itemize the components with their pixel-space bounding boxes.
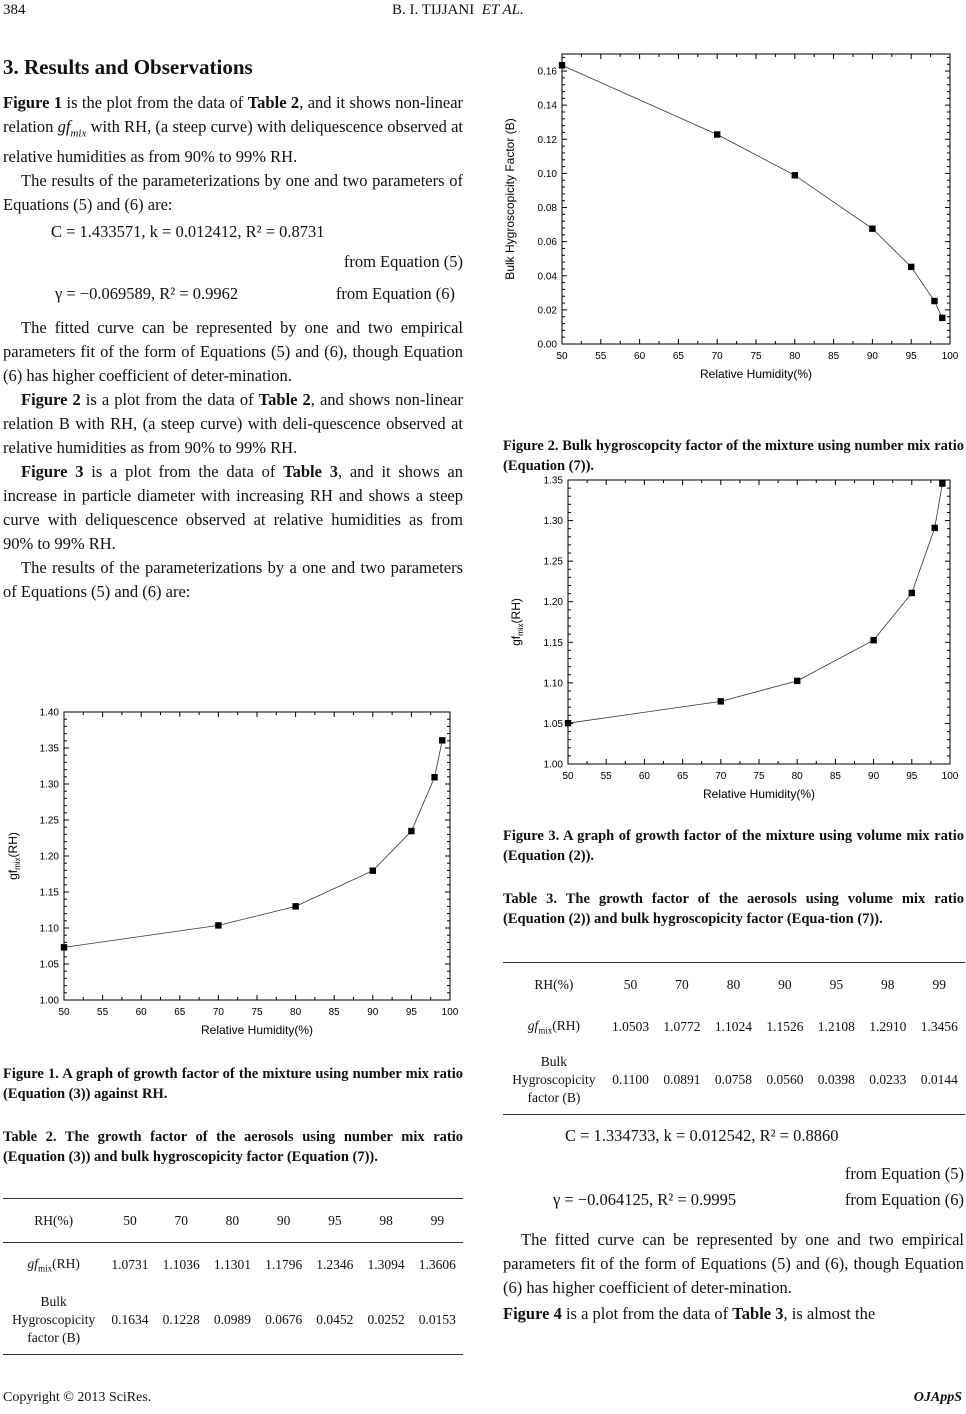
equation-source: from Equation (5) <box>844 1164 964 1183</box>
x-tick-label: 85 <box>829 771 841 782</box>
x-tick-label: 60 <box>638 771 650 782</box>
data-point <box>215 922 221 928</box>
y-axis-label-tail: (RH) <box>6 832 20 858</box>
y-tick-label: 0.06 <box>537 237 557 249</box>
plot-frame <box>562 54 950 344</box>
table-cell: 1.2910 <box>869 1018 907 1034</box>
section-title: 3. Results and Observations <box>3 55 253 79</box>
plot-frame <box>568 480 950 764</box>
table-cell: 1.3094 <box>360 1243 411 1287</box>
y-axis-label-tail: (RH) <box>509 598 523 624</box>
table-3 <box>503 962 965 1115</box>
table-cell: 1.1526 <box>766 1018 804 1034</box>
paragraph: The results of the parameterizations by a one and two parameters of Equations (5) and (6) are: <box>3 558 463 602</box>
data-point <box>870 637 876 643</box>
y-tick-label: 1.40 <box>39 707 59 719</box>
x-tick-label: 55 <box>97 1007 109 1018</box>
table-cell: 98 <box>360 1199 411 1243</box>
x-tick-label: 65 <box>174 1007 186 1018</box>
data-point <box>792 172 798 178</box>
y-axis-label <box>509 598 525 646</box>
table-row <box>3 1199 463 1243</box>
row-header-rh: RH(%) <box>503 963 605 1007</box>
table-cell: 50 <box>104 1199 155 1243</box>
table-row <box>3 1287 463 1355</box>
data-point <box>908 264 914 270</box>
y-tick-label: 0.12 <box>537 134 557 146</box>
data-point <box>431 774 437 780</box>
y-tick-label: 1.20 <box>39 851 59 863</box>
y-axis-label-subscript: mix <box>13 857 22 870</box>
y-axis-label-main: Bulk Hygroscopicity Factor (B) <box>503 118 517 280</box>
series-line <box>568 484 942 724</box>
series-line <box>64 740 442 947</box>
paragraph: The fitted curve can be represented by one and two empirical parameters fit of the form of Equations (5) and (6), though Equation (6) has higher coefficient of deter-mination. <box>3 318 463 386</box>
y-tick-label: 1.15 <box>39 887 59 899</box>
x-tick-label: 75 <box>251 1007 263 1018</box>
x-tick-label: 100 <box>941 771 959 782</box>
x-tick-label: 85 <box>328 1007 340 1018</box>
table-cell: 0.0252 <box>360 1287 411 1355</box>
x-tick-label: 50 <box>58 1007 70 1018</box>
y-tick-label: 0.02 <box>537 305 557 317</box>
data-point <box>439 737 445 743</box>
table-cell: 1.0772 <box>663 1018 701 1034</box>
y-tick-label: 1.05 <box>543 718 563 730</box>
y-tick-label: 1.00 <box>543 759 563 771</box>
paragraph: Figure 3 is a plot from the data of Table 3, and it shows an increase in particle diameter with increasing RH and shows a steep curve with deliquescence observed at relative humidities as from 90% to 99% RH. <box>3 462 463 554</box>
table-cell: 0.1100 <box>605 1047 656 1115</box>
table-cell: 0.1634 <box>104 1287 155 1355</box>
data-point <box>408 828 414 834</box>
data-point <box>370 867 376 873</box>
table-cell: 90 <box>258 1199 309 1243</box>
table-3-caption: Table 3. The growth factor of the aerosols using volume mix ratio (Equation (2)) and bulk hygroscopicity factor (Equa-tion (7)). <box>503 891 964 927</box>
y-axis-label-main: gf <box>6 869 20 880</box>
table-cell: 50 <box>605 963 656 1007</box>
figure-3-caption: Figure 3. A graph of growth factor of the mixture using volume mix ratio (Equation (2)). <box>503 828 964 864</box>
paragraph: Figure 4 is a plot from the data of Table 3, is almost the <box>503 1304 876 1323</box>
y-tick-label: 1.15 <box>543 637 563 649</box>
table-cell: 1.2108 <box>817 1018 855 1034</box>
running-header-authors: B. I. TIJJANI <box>392 2 475 18</box>
paragraph: The fitted curve can be represented by one and two empirical parameters fit of the form of Equations (5) and (6), though Equation (6) has higher coefficient of deter-mination. <box>503 1230 964 1297</box>
table-cell: 1.1796 <box>258 1243 309 1287</box>
series-line <box>562 65 942 318</box>
equation: γ = −0.069589, R² = 0.9962 <box>55 284 239 304</box>
table-row <box>3 1243 463 1287</box>
x-tick-label: 100 <box>441 1007 459 1018</box>
y-tick-label: 1.20 <box>543 597 563 609</box>
x-tick-label: 95 <box>405 1007 417 1018</box>
y-tick-label: 1.00 <box>39 995 59 1007</box>
x-tick-label: 50 <box>556 351 568 362</box>
equation-source: from Equation (6) <box>335 284 455 304</box>
y-tick-label: 0.14 <box>537 100 557 112</box>
equation: C = 1.433571, k = 0.012412, R² = 0.8731 <box>51 222 325 242</box>
table-cell: 0.0676 <box>258 1287 309 1355</box>
data-point <box>714 131 720 137</box>
running-header-et-al: ET AL. <box>481 2 524 18</box>
x-tick-label: 100 <box>941 351 959 362</box>
table-cell: 1.1024 <box>714 1018 752 1034</box>
equation: γ = −0.064125, R² = 0.9995 <box>553 1190 737 1209</box>
footer-journal: OJAppS <box>913 1390 962 1405</box>
table-cell: 0.0398 <box>811 1047 862 1115</box>
table-cell: 70 <box>156 1199 207 1243</box>
y-tick-label: 0.08 <box>537 203 557 215</box>
table-cell: 1.0731 <box>104 1243 155 1287</box>
table-cell: 0.0891 <box>656 1047 707 1115</box>
data-point <box>909 590 915 596</box>
row-header-bulk: Bulk Hygroscopicity factor (B) <box>503 1047 605 1115</box>
y-tick-label: 1.10 <box>39 923 59 935</box>
table-row <box>503 1007 965 1047</box>
table-cell: 90 <box>759 963 810 1007</box>
table-cell: 1.2346 <box>309 1243 360 1287</box>
data-point <box>559 62 565 68</box>
equation-row <box>3 278 463 312</box>
x-axis-label: Relative Humidity(%) <box>702 787 816 801</box>
y-axis-label <box>503 118 517 279</box>
equation: C = 1.334733, k = 0.012542, R² = 0.8860 <box>565 1126 839 1145</box>
x-tick-label: 60 <box>634 351 646 362</box>
data-point <box>794 678 800 684</box>
table-cell: 0.0233 <box>862 1047 913 1115</box>
data-point <box>939 480 945 486</box>
table-cell: 0.0452 <box>309 1287 360 1355</box>
y-tick-label: 1.25 <box>39 815 59 827</box>
y-tick-label: 1.35 <box>543 475 563 487</box>
y-tick-label: 1.25 <box>543 556 563 568</box>
table-cell: 1.1301 <box>207 1243 258 1287</box>
y-axis-label-subscript: mix <box>516 623 525 636</box>
x-tick-label: 50 <box>562 771 574 782</box>
data-point <box>932 525 938 531</box>
x-tick-label: 60 <box>135 1007 147 1018</box>
x-tick-label: 95 <box>906 771 918 782</box>
table-cell: 98 <box>862 963 913 1007</box>
x-axis-label: Relative Humidity(%) <box>200 1023 314 1037</box>
x-tick-label: 55 <box>600 771 612 782</box>
x-tick-label: 80 <box>791 771 803 782</box>
table-row <box>503 963 965 1007</box>
table-cell: 0.0560 <box>759 1047 810 1115</box>
table-cell: 80 <box>708 963 759 1007</box>
table-cell: 1.3456 <box>920 1018 958 1034</box>
x-tick-label: 70 <box>715 771 727 782</box>
data-point <box>61 944 67 950</box>
table-cell: 80 <box>207 1199 258 1243</box>
data-point <box>869 225 875 231</box>
table-cell: 1.3606 <box>412 1243 463 1287</box>
figure-1-chart <box>0 700 466 1050</box>
table-cell: 70 <box>656 963 707 1007</box>
y-tick-label: 1.05 <box>39 959 59 971</box>
table-cell: 1.0503 <box>611 1018 650 1034</box>
x-tick-label: 90 <box>868 771 880 782</box>
x-axis-label: Relative Humidity(%) <box>699 367 813 381</box>
x-tick-label: 85 <box>828 351 840 362</box>
data-point <box>939 315 945 321</box>
row-header-rh: RH(%) <box>3 1199 104 1243</box>
data-point <box>718 698 724 704</box>
y-tick-label: 0.00 <box>537 339 557 351</box>
y-tick-label: 1.35 <box>39 743 59 755</box>
row-header-gf: $gf_{mix}(RH)$ <box>527 1017 581 1036</box>
table-cell: 99 <box>412 1199 463 1243</box>
x-tick-label: 55 <box>595 351 607 362</box>
x-tick-label: 65 <box>677 771 689 782</box>
y-tick-label: 0.16 <box>537 66 557 78</box>
x-tick-label: 65 <box>672 351 684 362</box>
table-cell: 95 <box>309 1199 360 1243</box>
equation-source: from Equation (6) <box>844 1190 964 1209</box>
equation-row <box>503 1186 964 1216</box>
figure-2-caption: Figure 2. Bulk hygroscopcity factor of the mixture using number mix ratio (Equation (7)). <box>503 438 964 474</box>
y-tick-label: 1.10 <box>543 678 563 690</box>
table-2 <box>3 1198 463 1355</box>
x-tick-label: 75 <box>753 771 765 782</box>
table-cell: 0.1228 <box>156 1287 207 1355</box>
paragraph: The results of the parameterizations by one and two parameters of Equations (5) and (6) are: <box>3 171 463 215</box>
row-header-bulk: Bulk Hygroscopicity factor (B) <box>3 1287 104 1355</box>
figure-3-chart <box>500 466 966 816</box>
running-header <box>392 2 524 19</box>
x-tick-label: 75 <box>750 351 762 362</box>
equation-source: from Equation (5) <box>343 252 463 272</box>
x-tick-label: 70 <box>212 1007 224 1018</box>
x-tick-label: 80 <box>789 351 801 362</box>
figure-1-caption: Figure 1. A graph of growth factor of the mixture using number mix ratio (Equation (3)) against RH. <box>3 1066 463 1102</box>
table-cell: 95 <box>811 963 862 1007</box>
right-column-text <box>503 1124 964 1326</box>
y-axis-label <box>6 832 22 880</box>
y-tick-label: 0.04 <box>537 271 557 283</box>
data-point <box>565 720 571 726</box>
table-cell: 0.0144 <box>914 1047 965 1115</box>
x-tick-label: 90 <box>367 1007 379 1018</box>
data-point <box>292 903 298 909</box>
y-tick-label: 1.30 <box>543 516 563 528</box>
data-point <box>931 298 937 304</box>
figure-2-chart <box>500 42 966 392</box>
x-tick-label: 90 <box>866 351 878 362</box>
table-row <box>503 1047 965 1115</box>
paragraph: Figure 2 is a plot from the data of Table 2, and shows non-linear relation B with RH, (a steep curve) with deli-quescence observed at relative humidities as from 90% to 99% RH. <box>3 390 463 458</box>
row-header-gf: $gf_{mix}(RH)$ <box>3 1243 104 1287</box>
table-2-caption: Table 2. The growth factor of the aerosols using number mix ratio (Equation (3)) and bulk hygroscopicity factor (Equation (7)). <box>3 1129 463 1165</box>
table-cell: 1.1036 <box>156 1243 207 1287</box>
footer-copyright: Copyright © 2013 SciRes. <box>3 1390 152 1405</box>
x-tick-label: 80 <box>290 1007 302 1018</box>
y-tick-label: 0.10 <box>537 168 557 180</box>
table-cell: 0.0758 <box>708 1047 759 1115</box>
paragraph: Figure 1 is the plot from the data of Table 2, and it shows non-linear relation $gf_{mix}$ with RH, (a steep curve) with deliquescence observed at relative humidities as from 90% to 99% RH. <box>3 93 464 167</box>
x-tick-label: 70 <box>711 351 723 362</box>
y-axis-label-main: gf <box>509 635 523 646</box>
x-tick-label: 95 <box>905 351 917 362</box>
plot-frame <box>64 712 450 1000</box>
table-cell: 0.0153 <box>412 1287 463 1355</box>
y-tick-label: 1.30 <box>39 779 59 791</box>
left-column <box>3 55 463 604</box>
table-cell: 99 <box>914 963 965 1007</box>
table-cell: 0.0989 <box>207 1287 258 1355</box>
page-number: 384 <box>3 2 26 18</box>
